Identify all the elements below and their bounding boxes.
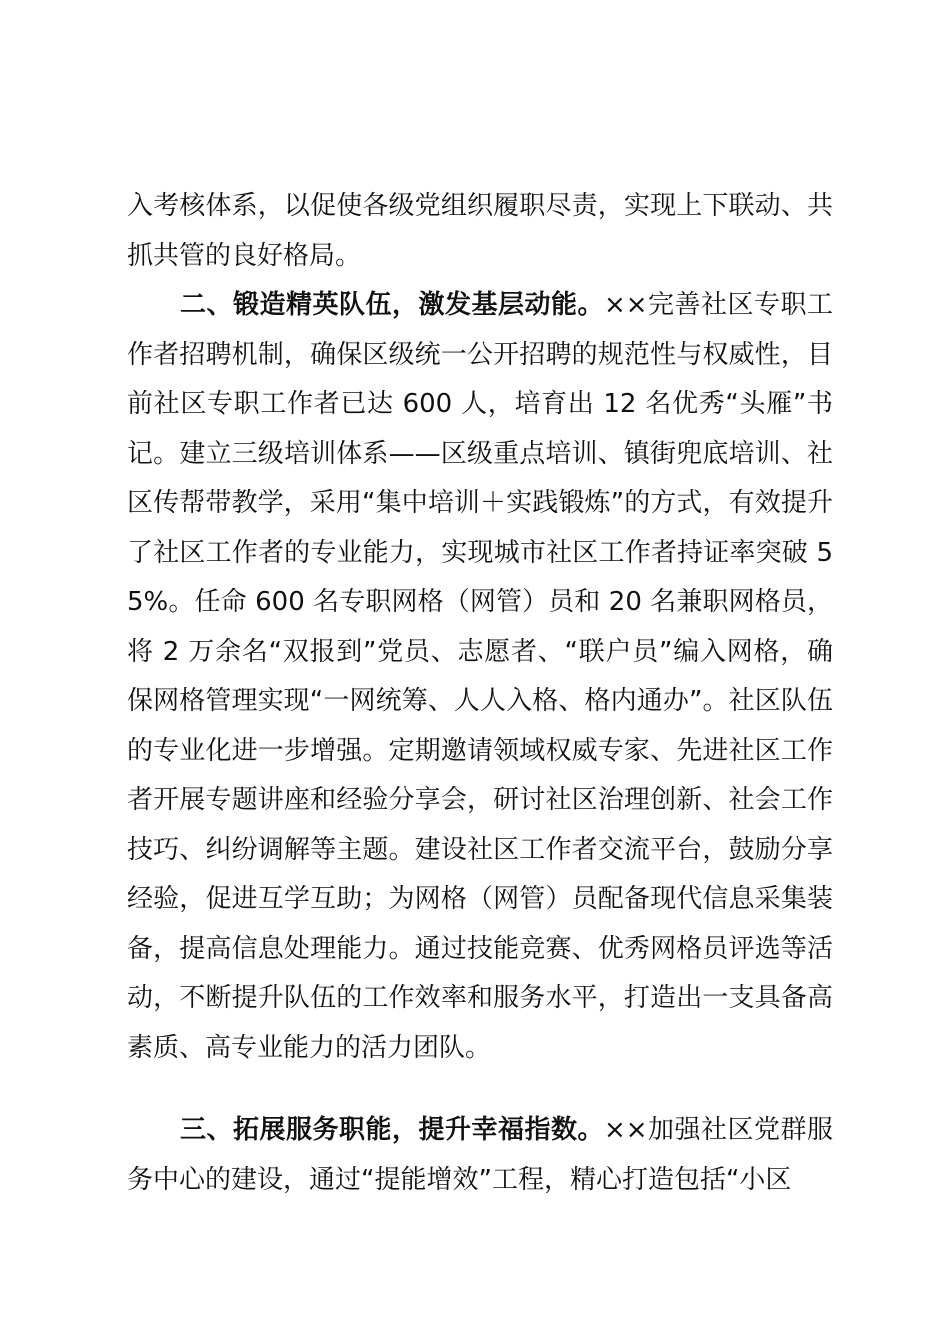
paragraph-section-3 xyxy=(127,1106,833,1205)
section-3-body: ××加强社区党群服务中心的建设，通过“提能增效”工程，精心打造包括“小区 xyxy=(127,1115,833,1195)
paragraph-section-2 xyxy=(127,281,833,1073)
section-2-heading: 二、锻造精英队伍，激发基层动能。 xyxy=(180,290,604,320)
paragraph-continued: 入考核体系，以促使各级党组织履职尽责，实现上下联动、共抓共管的良好格局。 xyxy=(127,191,833,271)
section-2-body: ××完善社区专职工作者招聘机制，确保区级统一公开招聘的规范性与权威性，目前社区专职工作者已达 600 人，培育出 12 名优秀“头雁”书记。建立三级培训体系——区级重点培训、镇街兜底培训、社区传帮带教学，采用“集中培训＋实践锻炼”的方式，有效提升了社区工作者的专业能力，实现城市社区工作者持证率突破 55%。任命 600 名专职网格（网管）员和 20 名兼职网格员，将 2 万余名“双报到”党员、志愿者、“联户员”编入网格，确保网格管理实现“一网统筹、人人入格、格内通办”。社区队伍的专业化进一步增强。定期邀请领域权威专家、先进社区工作者开展专题讲座和经验分享会，研讨社区治理创新、社会工作技巧、纠纷调解等主题。建设社区工作者交流平台，鼓励分享经验，促进互学互助；为网格（网管）员配备现代信息采集装备，提高信息处理能力。通过技能竞赛、优秀网格员评选等活动，不断提升队伍的工作效率和服务水平，打造出一支具备高素质、高专业能力的活力团队。 xyxy=(127,290,833,1063)
section-3-heading: 三、拓展服务职能，提升幸福指数。 xyxy=(180,1115,604,1145)
